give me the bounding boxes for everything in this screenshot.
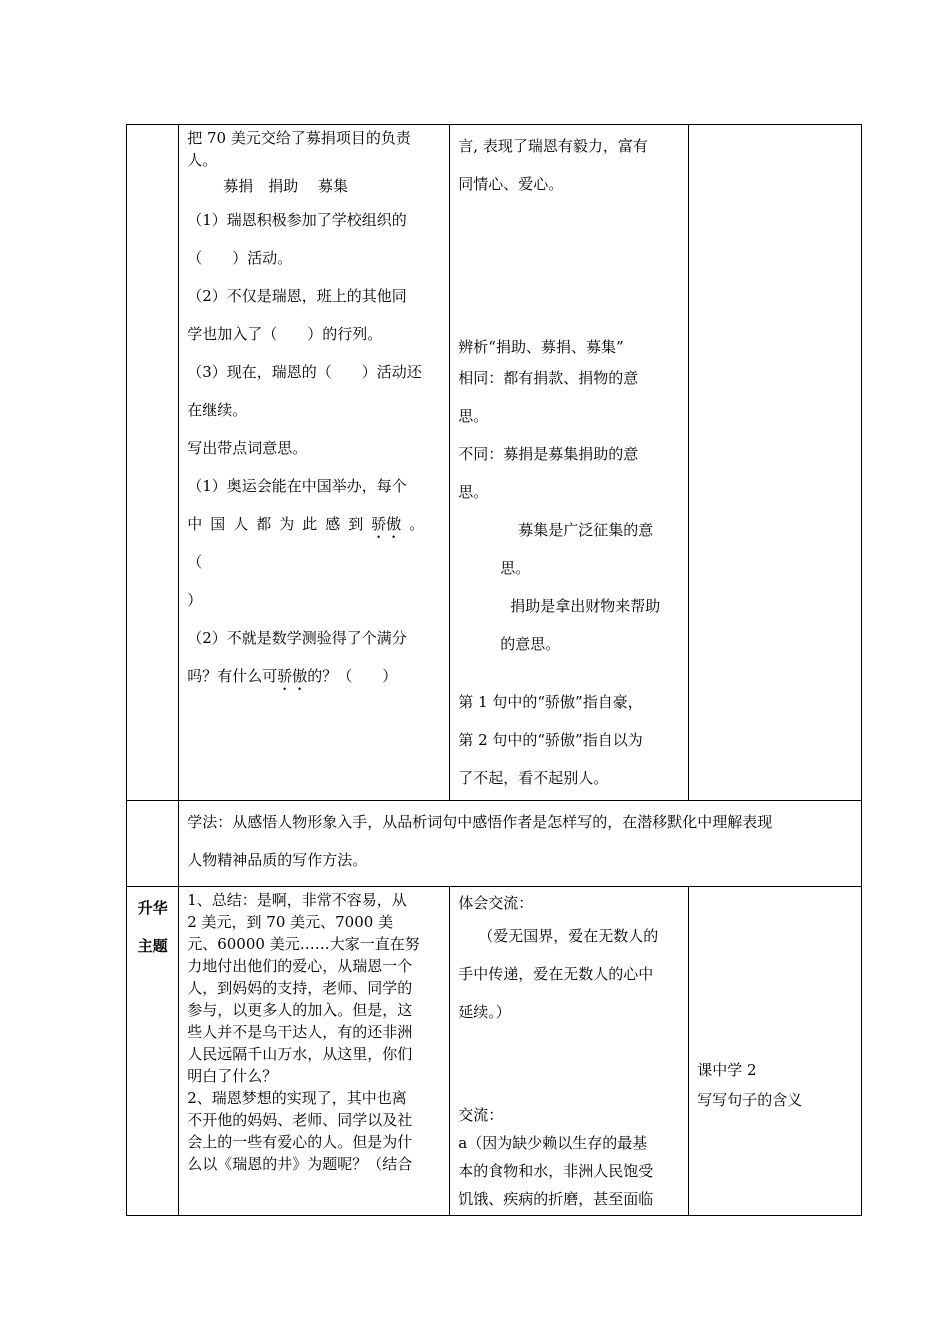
text-line: 人物精神品质的写作方法。 — [187, 851, 368, 869]
question-1-blank: （ ）活动。 — [187, 249, 293, 267]
text-line: 第 2 句中的“骄傲”指自以为 — [458, 731, 643, 749]
text-line: 参与，以更多人的加入。但是，这 — [187, 1001, 413, 1019]
text-line: 力地付出他们的爱心，从瑞恩一个 — [187, 957, 413, 975]
text-line: a（因为缺少赖以生存的最基 — [458, 1134, 648, 1152]
text-line: 人民远隔千山万水，从这里，你们 — [187, 1045, 413, 1063]
sentence-1-line-3: ） — [187, 591, 203, 609]
text-line: （爱无国界，爱在无数人的 — [478, 927, 659, 945]
sentence-1: （1）奥运会能在中国举办，每个 — [187, 477, 407, 495]
text-line: 思。 — [458, 407, 489, 425]
text-line: 言, 表现了瑞恩有毅力，富有 — [458, 137, 648, 155]
text-line: 手中传递，爱在无数人的心中 — [458, 965, 654, 983]
task-instruction: 写出带点词意思。 — [187, 439, 308, 457]
text-line: 相同：都有捐款、捐物的意 — [458, 369, 639, 387]
section-heading: 交流： — [458, 1106, 504, 1124]
lesson-plan-table — [126, 124, 862, 1216]
text-line: 2、瑞恩梦想的实现了，其中也离 — [187, 1089, 407, 1107]
sentence-2: （2）不就是数学测验得了个满分 — [187, 629, 407, 647]
text-line: 人。 — [187, 151, 218, 169]
text-line: 元、60000 美元……大家一直在努 — [187, 935, 420, 953]
note-text: 写写句子的含义 — [697, 1091, 803, 1109]
section-heading: 体会交流： — [458, 894, 534, 912]
teaching-content-cell — [179, 887, 450, 1216]
text-line: 同情心、爱心。 — [458, 175, 564, 193]
text-segment: 的？（ ） — [307, 667, 398, 685]
dotted-word: 骄傲 — [277, 667, 308, 685]
text-line: 不同：募捐是募集捐助的意 — [458, 445, 639, 463]
text-line: 么以《瑞恩的井》为题呢？（结合 — [187, 1155, 413, 1173]
text-line: 的意思。 — [500, 635, 561, 653]
text-line: 会上的一些有爱心的人。但是为什 — [187, 1133, 413, 1151]
text-line: 思。 — [458, 483, 489, 501]
question-1: （1）瑞恩积极参加了学校组织的 — [187, 211, 407, 229]
text-line: 本的食物和水，非洲人民饱受 — [458, 1162, 654, 1180]
text-line: 明白了什么？ — [187, 1067, 278, 1085]
text-line: 人，到妈妈的支持，老师、同学的 — [187, 979, 413, 997]
text-line: 思。 — [500, 559, 531, 577]
dotted-word: 骄傲 — [371, 515, 402, 533]
table-row — [127, 887, 862, 1216]
text-line: 1、总结：是啊，非常不容易，从 — [187, 891, 407, 909]
analysis-title: 辨析“捐助、募捐、募集” — [458, 338, 624, 356]
notes-cell — [689, 887, 862, 1216]
question-2-blank: 学也加入了（ ）的行列。 — [187, 325, 383, 343]
row-label-cell — [127, 125, 179, 801]
sentence-1-line-2 — [187, 505, 441, 581]
table-row — [127, 801, 862, 887]
stage-label: 升华 — [137, 899, 168, 917]
question-2: （2）不仅是瑞恩，班上的其他同 — [187, 287, 407, 305]
text-line: 学法：从感悟人物形象入手，从品析词句中感悟作者是怎样写的，在潜移默化中理解表现 — [187, 813, 773, 831]
learning-method-cell — [179, 801, 862, 887]
stage-label: 主题 — [137, 937, 168, 955]
text-line: 捐助是拿出财物来帮助 — [510, 597, 661, 615]
text-segment: 。（ — [187, 515, 433, 571]
text-line: 延续。） — [458, 1003, 511, 1021]
question-3-blank: 在继续。 — [187, 401, 248, 419]
notes-cell — [689, 125, 862, 801]
question-3: （3）现在，瑞恩的（ ）活动还 — [187, 363, 422, 381]
text-line: 把 70 美元交给了募捐项目的负责 — [187, 129, 411, 147]
word-list: 募捐 捐助 募集 — [223, 177, 348, 195]
teaching-content-cell — [179, 125, 450, 801]
stage-label-cell — [127, 887, 179, 1216]
text-line: 饥饿、疾病的折磨，甚至面临 — [458, 1190, 654, 1208]
sentence-2-line-2 — [187, 657, 441, 695]
table-row — [127, 125, 862, 801]
row-label-cell — [127, 801, 179, 887]
note-title: 课中学 2 — [697, 1061, 757, 1079]
text-line: 了不起，看不起别人。 — [458, 769, 609, 787]
student-activity-cell — [450, 125, 689, 801]
text-line: 募集是广泛征集的意 — [518, 521, 654, 539]
text-segment: 中国人都为此感到 — [187, 515, 372, 533]
text-line: 第 1 句中的“骄傲”指自豪， — [458, 693, 643, 711]
text-line: 2 美元，到 70 美元、7000 美 — [187, 913, 394, 931]
student-activity-cell — [450, 887, 689, 1216]
text-line: 些人并不是乌干达人，有的还非洲 — [187, 1023, 413, 1041]
text-line: 不开他的妈妈、老师、同学以及社 — [187, 1111, 413, 1129]
text-segment: 吗？有什么可 — [187, 667, 278, 685]
